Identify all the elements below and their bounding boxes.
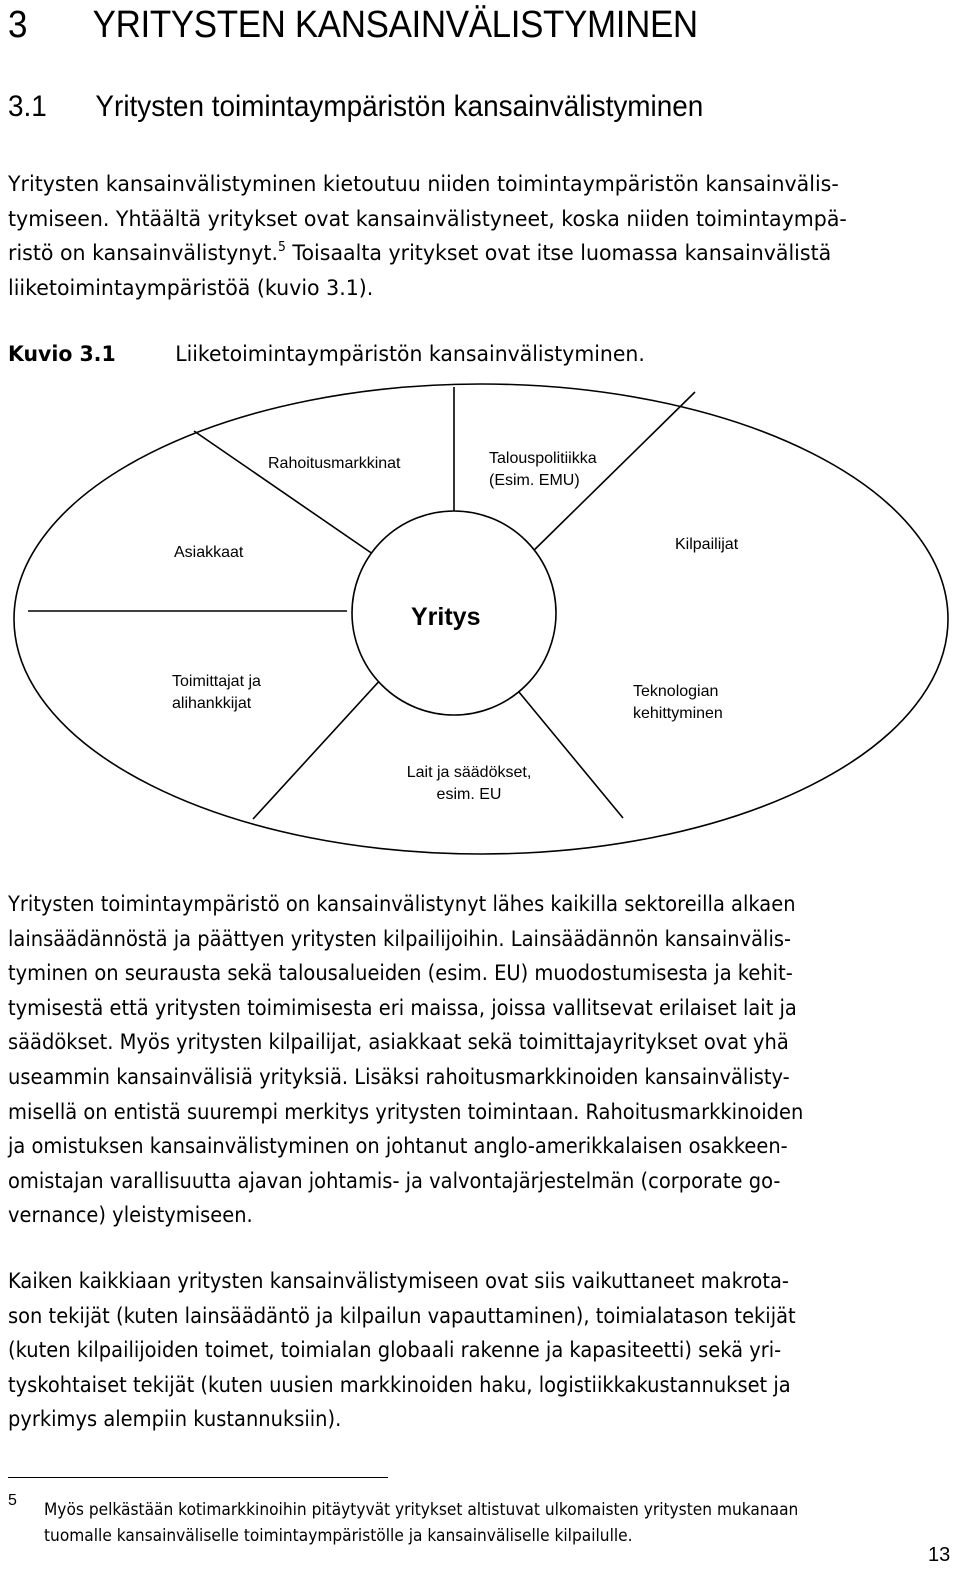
paragraph-line: Kaiken kaikkiaan yritysten kansainvälistymiseen ovat siis vaikuttaneet makrota- bbox=[8, 1269, 789, 1294]
label-lait: Lait ja säädökset, esim. EU bbox=[406, 764, 532, 803]
footnote-number: 5 bbox=[8, 1492, 17, 1509]
intro-line: liiketoimintaympäristöä (kuvio 3.1). bbox=[8, 275, 374, 301]
chapter-number: 3 bbox=[8, 4, 28, 46]
label-kilpailijat: Kilpailijat bbox=[675, 536, 739, 553]
paragraph-line: vernance) yleistymiseen. bbox=[8, 1203, 253, 1229]
paragraph-line: (kuten kilpailijoiden toimet, toimialan globaali rakenne ja kapasiteetti) sekä yri- bbox=[8, 1338, 782, 1364]
footnote-line: tuomalle kansainväliselle toimintaympäristölle ja kansainväliselle kilpailulle. bbox=[44, 1526, 633, 1545]
page-number: 13 bbox=[928, 1544, 951, 1566]
footnote-line: Myös pelkästään kotimarkkinoihin pitäytyvät yritykset altistuvat ulkomaisten yritysten mukanaan bbox=[44, 1500, 799, 1519]
chapter-title: YRITYSTEN KANSAINVÄLISTYMINEN bbox=[92, 4, 698, 46]
paragraph-line: tymisestä että yritysten toimimisesta eri maissa, joissa vallitsevat erilaiset lait ja bbox=[8, 995, 797, 1021]
label-talouspolitiikka: Talouspolitiikka (Esim. EMU) bbox=[489, 450, 597, 489]
paragraph-2 bbox=[8, 1265, 796, 1438]
footnote-text bbox=[44, 1497, 798, 1549]
paragraph-line: omistajan varallisuutta ajavan johtamis- ja valvontajärjestelmän (corporate go- bbox=[8, 1168, 781, 1194]
section-title: Yritysten toimintaympäristön kansainvälistyminen bbox=[95, 90, 704, 123]
figure-caption-text: Liiketoimintaympäristön kansainvälistyminen. bbox=[175, 342, 645, 367]
intro-line: tymiseen. Yhtäältä yritykset ovat kansainvälistyneet, koska niiden toimintaympä- bbox=[8, 206, 847, 232]
label-rahoitusmarkkinat: Rahoitusmarkkinat bbox=[268, 455, 401, 472]
footnote-reference[interactable]: 5 bbox=[277, 240, 286, 256]
paragraph-line: useammin kansainvälisiä yrityksiä. Lisäksi rahoitusmarkkinoiden kansainvälisty- bbox=[8, 1064, 790, 1090]
paragraph-line: pyrkimys alempiin kustannuksiin). bbox=[8, 1407, 342, 1433]
paragraph-1 bbox=[8, 888, 803, 1234]
center-label: Yritys bbox=[411, 603, 481, 631]
label-teknologia: Teknologian kehittyminen bbox=[633, 683, 723, 722]
paragraph-line: misellä on entistä suurempi merkitys yritysten toimintaan. Rahoitusmarkkinoiden bbox=[8, 1099, 804, 1125]
section-number: 3.1 bbox=[8, 90, 47, 123]
label-toimittajat: Toimittajat ja alihankkijat bbox=[172, 673, 261, 712]
figure-label: Kuvio 3.1 bbox=[8, 342, 116, 367]
paragraph-line: Yritysten toimintaympäristö on kansainvälistynyt lähes kaikilla sektoreilla alkaen bbox=[8, 892, 796, 917]
divider-bottom-left bbox=[253, 677, 383, 819]
paragraph-line: ja omistuksen kansainvälistyminen on johtanut anglo-amerikkalaisen osakkeen- bbox=[8, 1134, 788, 1160]
paragraph-line: lainsäädännöstä ja päättyen yritysten kilpailijoihin. Lainsäädännön kansainvälis- bbox=[8, 926, 792, 952]
paragraph-line: säädökset. Myös yritysten kilpailijat, asiakkaat sekä toimittajayritykset ovat yhä bbox=[8, 1030, 789, 1056]
intro-line: ristö on kansainvälistynyt.$^5$ Toisaalta yritykset ovat itse luomassa kansainvälistä bbox=[8, 240, 832, 267]
footnote-rule bbox=[8, 1477, 388, 1478]
paragraph-line: son tekijät (kuten lainsäädäntö ja kilpailun vapauttaminen), toimialatason tekijät bbox=[8, 1303, 796, 1329]
label-asiakkaat: Asiakkaat bbox=[174, 544, 244, 561]
paragraph-line: tyminen on seurausta sekä talousalueiden (esim. EU) muodostumisesta ja kehit- bbox=[8, 961, 793, 987]
intro-line: Yritysten kansainvälistyminen kietoutuu niiden toimintaympäristön kansainvälis- bbox=[8, 172, 839, 197]
paragraph-line: tyskohtaiset tekijät (kuten uusien markkinoiden haku, logistiikkakustannukset ja bbox=[8, 1372, 791, 1398]
